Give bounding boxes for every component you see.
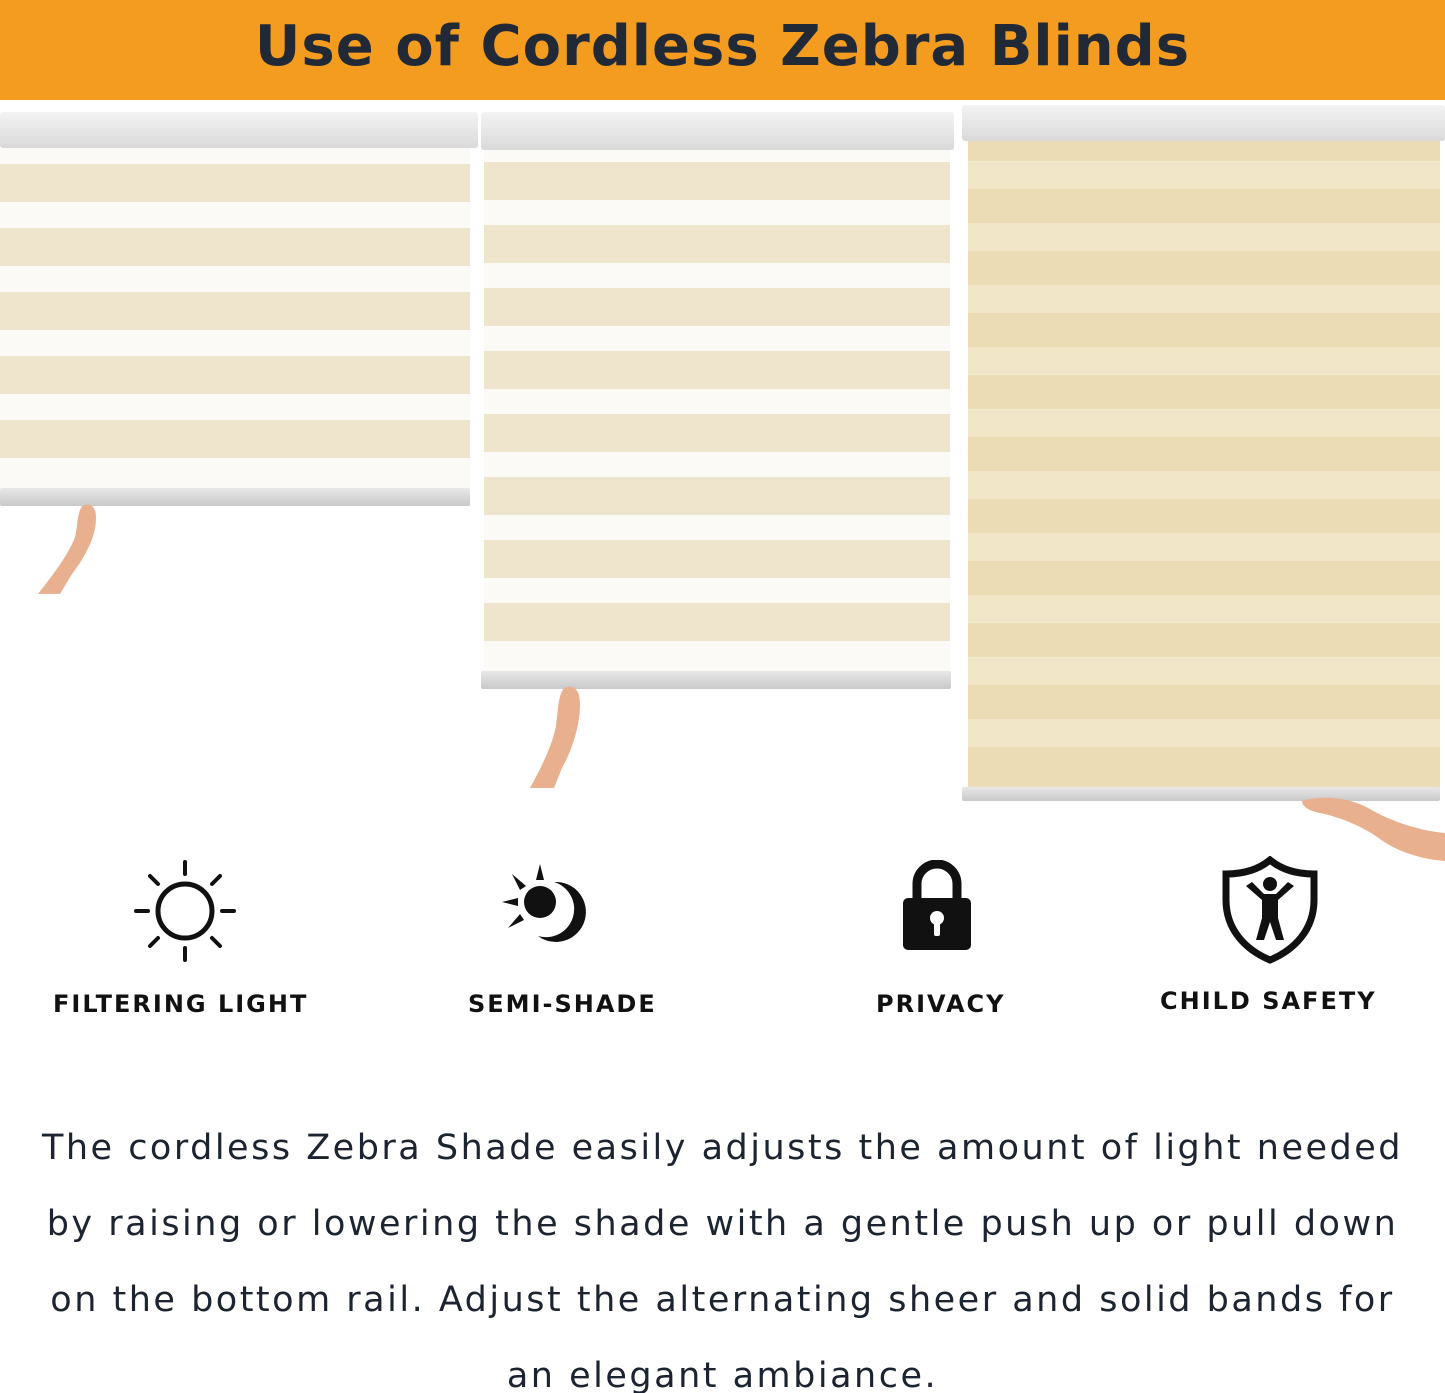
feature-label-child-safety: CHILD SAFETY bbox=[1160, 987, 1377, 1015]
feature-label-privacy: PRIVACY bbox=[876, 990, 1006, 1018]
hand-icon bbox=[30, 496, 110, 596]
blind-left bbox=[0, 112, 478, 512]
solid-band bbox=[484, 603, 950, 641]
sheer-band bbox=[484, 326, 950, 351]
solid-band bbox=[0, 420, 470, 458]
feature-label-semi-shade: SEMI-SHADE bbox=[468, 990, 657, 1018]
sheer-band bbox=[0, 148, 470, 164]
shield-child-icon bbox=[1222, 856, 1318, 964]
solid-band bbox=[0, 356, 470, 394]
headrail bbox=[0, 112, 478, 148]
title-banner bbox=[0, 0, 1445, 100]
solid-band bbox=[0, 292, 470, 330]
solid-band bbox=[484, 540, 950, 578]
fold-line bbox=[968, 347, 1440, 375]
hand-icon bbox=[524, 680, 594, 790]
solid-band bbox=[484, 477, 950, 515]
sheer-band bbox=[0, 202, 470, 228]
sheer-band bbox=[484, 515, 950, 540]
sheer-band bbox=[484, 263, 950, 288]
fold-line bbox=[968, 161, 1440, 189]
sheer-band bbox=[484, 200, 950, 225]
sheer-band bbox=[0, 394, 470, 420]
description-text: The cordless Zebra Shade easily adjusts the amount of light needed by raising or lowering the shade with a gentle push up or pull down on the bottom rail. Adjust the alternating sheer and solid bands for an elegant ambiance. bbox=[41, 1128, 1404, 1393]
fold-line bbox=[968, 533, 1440, 561]
sheer-band bbox=[0, 458, 470, 488]
fold-line bbox=[968, 719, 1440, 747]
blind-middle bbox=[481, 112, 954, 692]
solid-band bbox=[484, 351, 950, 389]
solid-band bbox=[0, 164, 470, 202]
blind-right bbox=[962, 105, 1445, 805]
fold-line bbox=[968, 409, 1440, 437]
sheer-band bbox=[484, 578, 950, 603]
sun-icon bbox=[132, 858, 238, 964]
sun-moon-icon bbox=[498, 862, 594, 948]
banner-title: Use of Cordless Zebra Blinds bbox=[254, 14, 1191, 79]
solid-band bbox=[484, 162, 950, 200]
sheer-band bbox=[0, 266, 470, 292]
padlock-icon bbox=[900, 860, 974, 952]
solid-band bbox=[484, 288, 950, 326]
fold-line bbox=[968, 657, 1440, 685]
sheer-band bbox=[484, 389, 950, 414]
solid-band bbox=[484, 225, 950, 263]
sheer-band bbox=[484, 641, 950, 671]
fold-line bbox=[968, 595, 1440, 623]
headrail bbox=[481, 112, 954, 150]
sheer-band bbox=[0, 330, 470, 356]
headrail bbox=[962, 105, 1445, 141]
solid-band bbox=[484, 414, 950, 452]
fold-line bbox=[968, 223, 1440, 251]
feature-label-filtering-light: FILTERING LIGHT bbox=[53, 990, 309, 1018]
fold-line bbox=[968, 471, 1440, 499]
fold-line bbox=[968, 285, 1440, 313]
sheer-band bbox=[484, 452, 950, 477]
solid-band bbox=[0, 228, 470, 266]
hand-icon bbox=[1300, 795, 1445, 865]
sheer-band bbox=[484, 150, 950, 162]
